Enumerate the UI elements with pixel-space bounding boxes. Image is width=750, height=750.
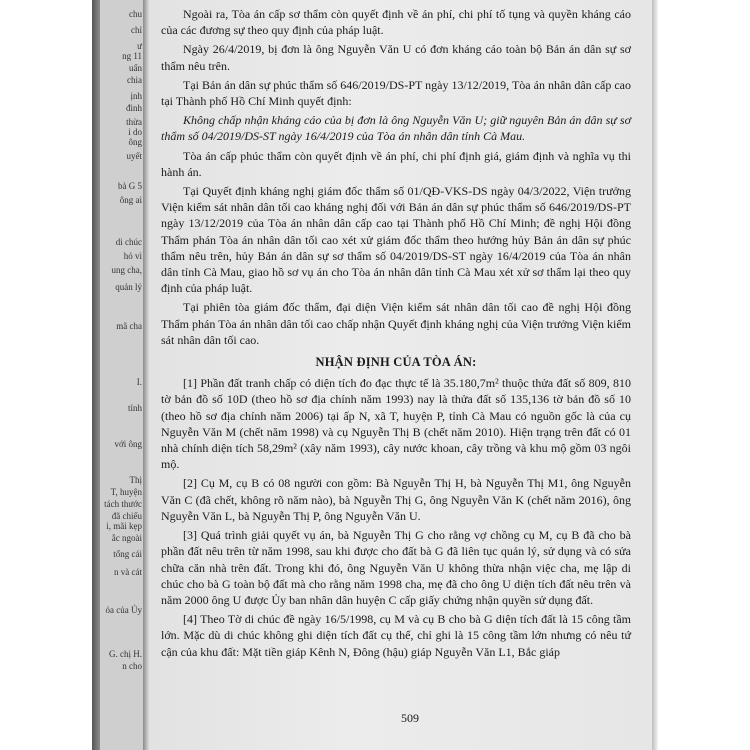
previous-page-text-fragment: Thị (129, 475, 142, 485)
previous-page-text-fragment: chỉ (131, 25, 142, 35)
paragraph: Tại phiên tòa giám đốc thẩm, đại diện Viện kiểm sát nhân dân tối cao đề nghị Hội đồng Thẩm phán Tòa án nhân dân tối cao chấp nhận Quyết định kháng nghị của Viện trưởng Viện kiểm sát nhân dân tối cao. (161, 300, 631, 347)
previous-page-text-fragment: tách thước (104, 499, 142, 509)
paragraph: Tại Bản án dân sự phúc thẩm số 646/2019/DS-PT ngày 13/12/2019, Tòa án nhân dân cấp cao tại Thành phố Hồ Chí Minh quyết định: (161, 77, 631, 109)
previous-page-text-fragment: ng 11 (122, 51, 142, 61)
previous-page-text-fragment: I. (136, 377, 142, 387)
previous-page-text-fragment: tổng cái (113, 549, 142, 559)
previous-page-text-fragment: uyết (126, 151, 142, 161)
previous-page-text-fragment: đã chiếu (111, 511, 142, 521)
numbered-paragraph: [2] Cụ M, cụ B có 08 người con gồm: Bà Nguyễn Thị H, bà Nguyễn Thị M1, ông Nguyễn Văn C (đã chết, không rõ năm nào), bà Nguyễn Thị G, ông Nguyễn Văn K (chết năm 2016), ông Nguyễn Văn L, bà Nguyễn Thị P, ông Nguyễn Văn U. (161, 476, 631, 523)
previous-page-text-fragment: mã cha (116, 321, 142, 331)
page-number: 509 (401, 711, 419, 725)
page-edge-right (652, 0, 658, 750)
previous-page-text-fragment: ông (128, 137, 142, 147)
numbered-paragraph: [3] Quá trình giải quyết vụ án, bà Nguyễn Thị G cho rằng vợ chồng cụ M, cụ B đã cho bà phần đất nêu trên từ năm 1998, sau khi được cho đất bà G đã liên tục quản lý, sử dụng và có sửa chữa căn nhà trên đất. Trong khi đó, ông Nguyễn Văn U không thừa nhận việc cha, mẹ lập di chúc cho bà G toàn bộ đất mà cho rằng năm 1998 cha, mẹ đã cho ông U diện tích đất nêu trên và năm 2000 ông U được Ủy ban nhân dân huyện C cấp giấy chứng nhận quyền sử dụng đất. (161, 528, 631, 607)
previous-page-text-fragment: thừa (126, 117, 142, 127)
previous-page-text-fragment: hỏ vì (123, 251, 142, 261)
previous-page-text-fragment: i do (128, 127, 142, 137)
paragraph-italic-quote: Không chấp nhận kháng cáo của bị đơn là ông Nguyễn Văn U; giữ nguyên Bản án dân sự sơ thẩm số 04/2019/DS-ST ngày 16/4/2019 của Tòa án nhân dân tỉnh Cà Mau. (161, 113, 631, 144)
previous-page-text-fragment: ắc ngoài (111, 533, 142, 543)
previous-page-text-fragment: ư (137, 41, 142, 51)
previous-page-text-fragment: chu (129, 9, 142, 19)
previous-page-text-fragment: bà G 5 (118, 181, 142, 191)
previous-page-text-fragment: chia (127, 75, 142, 85)
page-content (161, 6, 631, 663)
previous-page-edge (100, 0, 144, 750)
previous-page-text-fragment: tỉnh (127, 403, 142, 413)
previous-page-text-fragment: ịnh (130, 91, 142, 101)
book-page (149, 0, 652, 750)
previous-page-text-fragment: T, huyện (110, 487, 142, 497)
section-heading: NHẬN ĐỊNH CỦA TÒA ÁN: (315, 355, 477, 370)
paragraph: Tại Quyết định kháng nghị giám đốc thẩm số 01/QĐ-VKS-DS ngày 04/3/2022, Viện trưởng Viện kiểm sát nhân dân tối cao kháng nghị đối với Bản án dân sự phúc thẩm số 646/2019/DS-PT ngày 13/12/2019 của Tòa án nhân dân cấp cao tại Thành phố Hồ Chí Minh; đề nghị Hội đồng Thẩm phán Tòa án nhân dân tối cao xét xử giám đốc thẩm theo hướng hủy Bản án dân sự phúc thẩm nêu trên, hủy Bản án dân sự sơ thẩm số 04/2019/DS-ST ngày 16/4/2019 của Tòa án nhân dân tỉnh Cà Mau, giao hồ sơ vụ án cho Tòa án nhân dân tỉnh Cà Mau xét xử sơ thẩm lại theo quy định của pháp luật. (161, 184, 631, 296)
previous-page-text-fragment: ung cha, (111, 265, 142, 275)
previous-page-text-fragment: quản lý (115, 282, 142, 292)
paragraph: Ngoài ra, Tòa án cấp sơ thẩm còn quyết định về án phí, chi phí tố tụng và quyền kháng cáo của các đương sự theo quy định của pháp luật. (161, 7, 631, 38)
numbered-paragraph: [4] Theo Tờ di chúc đề ngày 16/5/1998, cụ M và cụ B cho bà G diện tích đất là 15 công tầm lớn. Mặc dù di chúc không ghi diện tích đất cụ thể, chỉ ghi là 15 công tầm lớn nhưng có nêu tứ cận của khu đất: Mặt tiền giáp Kênh N, Đông (hậu) giáp Nguyễn Văn L1, Bắc giáp (161, 612, 631, 659)
previous-page-text-fragment: ông ai (119, 195, 142, 205)
previous-page-text-fragment: với ông (114, 439, 142, 449)
previous-page-text-fragment: di chúc (115, 237, 142, 247)
paragraph: Tòa án cấp phúc thẩm còn quyết định về án phí, chi phí định giá, giám định và nghĩa vụ thi hành án. (161, 148, 631, 179)
previous-page-text-fragment: G. chị H. (109, 649, 142, 659)
previous-page-text-fragment: n và cát (114, 567, 142, 577)
previous-page-text-fragment: đinh (125, 103, 142, 113)
paragraph: Ngày 26/4/2019, bị đơn là ông Nguyễn Văn U có đơn kháng cáo toàn bộ Bản án dân sự sơ thẩm nêu trên. (161, 42, 631, 73)
numbered-paragraph: [1] Phần đất tranh chấp có diện tích đo đạc thực tế là 35.180,7m² thuộc thửa đất số 809, 810 tờ bản đồ số 10D (theo hồ sơ địa chính năm 1993) nay là thửa đất số 135,136 tờ bản đồ số 10 (theo hồ sơ địa chính năm 2006) tại ấp N, xã T, huyện P, tỉnh Cà Mau có nguồn gốc là của cụ Nguyễn Văn M (chết năm 1998) và cụ Nguyễn Thị B (chết năm 2010). Hiện trạng trên đất có 01 nhà chính diện tích 58,29m² (xây năm 1993), cây nước khoan, cây trồng và khu mộ gồm 03 ngôi mộ. (161, 376, 631, 472)
previous-page-text-fragment: i, mãi kẹp (106, 521, 142, 531)
previous-page-text-fragment: óa của Ủy (105, 605, 142, 615)
previous-page-text-fragment: uẩn (129, 63, 142, 73)
previous-page-text-fragment: n cho (122, 661, 142, 671)
